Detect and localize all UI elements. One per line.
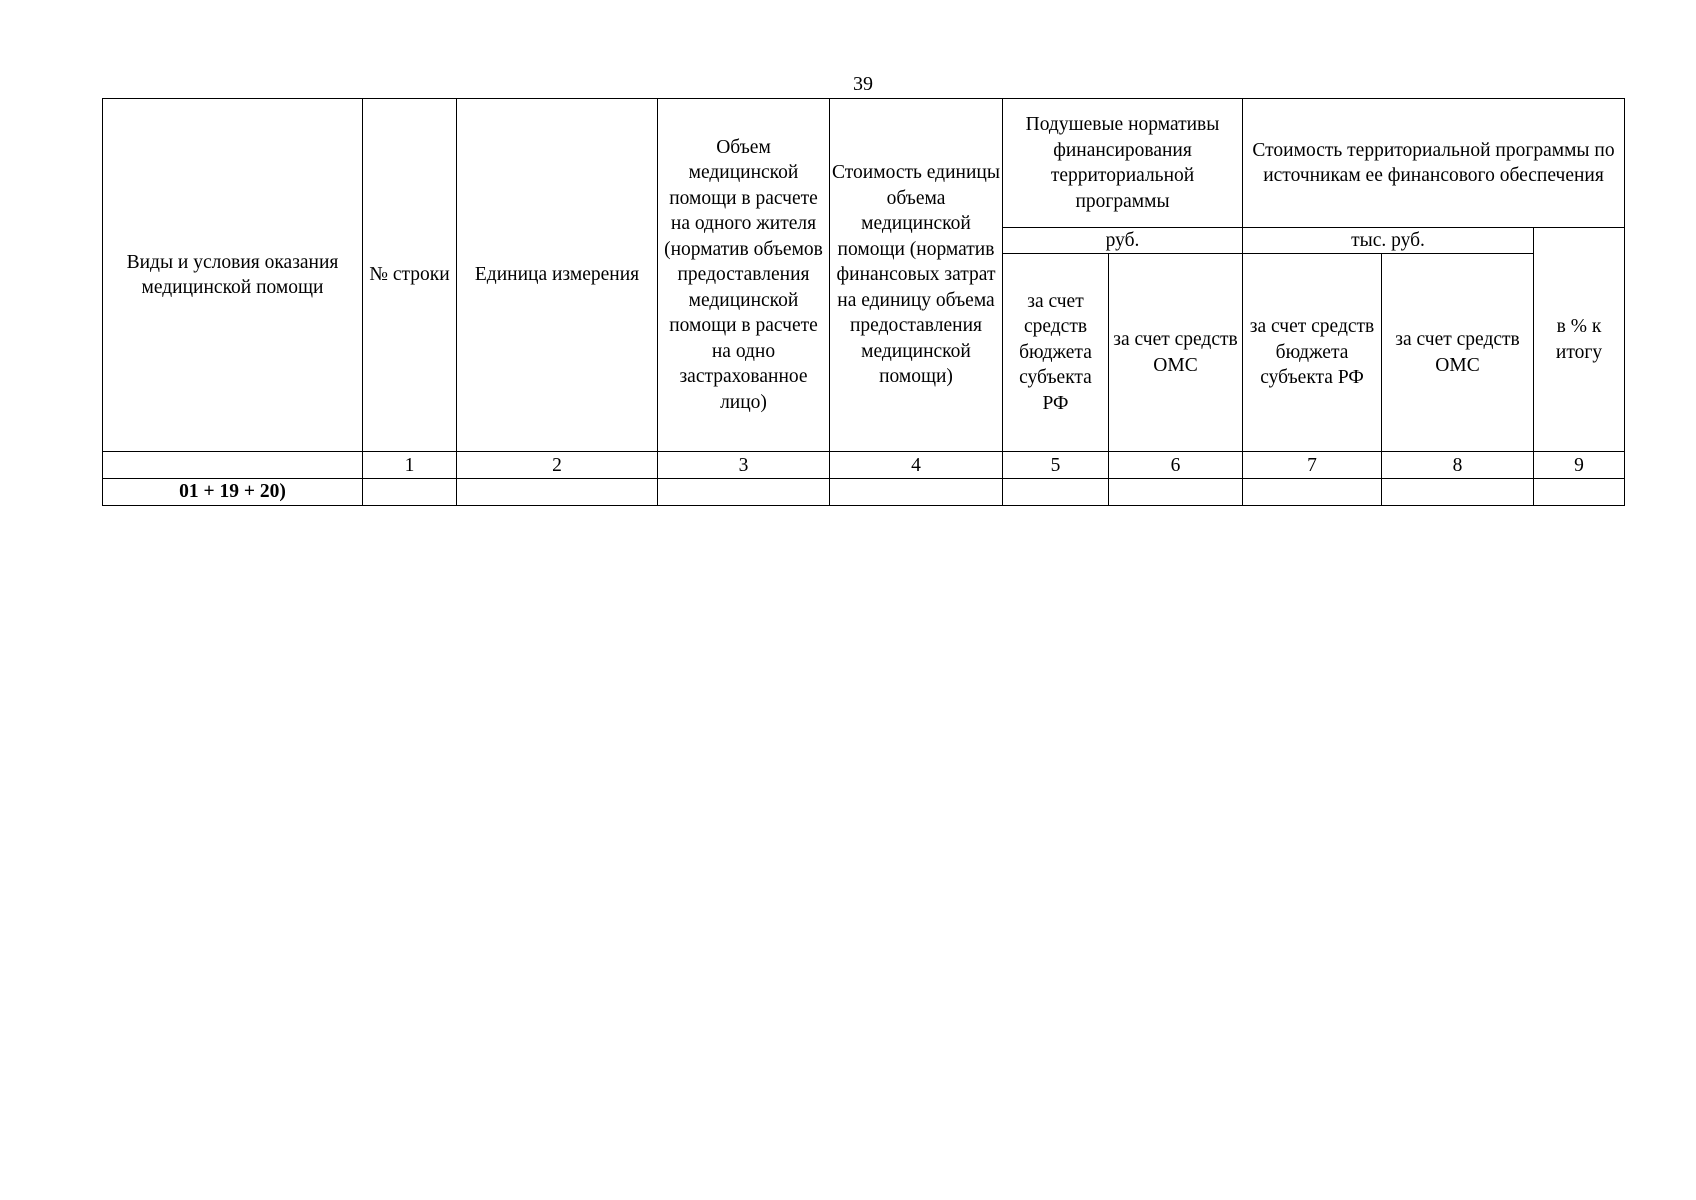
header-unit-rub: руб. bbox=[1003, 228, 1243, 254]
table-cell bbox=[363, 479, 457, 506]
header-percent-total: в % к итогу bbox=[1534, 228, 1625, 452]
header-per-capita-group: Подушевые нормативы финансирования территориальной программы bbox=[1003, 99, 1243, 228]
table-cell bbox=[1109, 479, 1243, 506]
table-cell bbox=[658, 479, 830, 506]
column-number: 7 bbox=[1243, 452, 1382, 479]
table-cell bbox=[457, 479, 658, 506]
header-budget-rf-7: за счет средств бюджета субъекта РФ bbox=[1243, 254, 1382, 452]
table-cell bbox=[1534, 479, 1625, 506]
header-types: Виды и условия оказания медицинской помощи bbox=[103, 99, 363, 452]
table-cell bbox=[1382, 479, 1534, 506]
header-oms-6: за счет средств ОМС bbox=[1109, 254, 1243, 452]
total-row-label: 01 + 19 + 20) bbox=[103, 479, 363, 506]
column-number: 6 bbox=[1109, 452, 1243, 479]
column-number: 3 bbox=[658, 452, 830, 479]
header-unit-thousand-rub: тыс. руб. bbox=[1243, 228, 1534, 254]
header-oms-8: за счет средств ОМС bbox=[1382, 254, 1534, 452]
column-number: 5 bbox=[1003, 452, 1109, 479]
column-number: 4 bbox=[830, 452, 1003, 479]
table-cell bbox=[1243, 479, 1382, 506]
column-number-row bbox=[103, 452, 1625, 479]
funding-table bbox=[102, 98, 1625, 506]
page-number: 39 bbox=[853, 73, 873, 95]
table-cell bbox=[830, 479, 1003, 506]
header-program-cost-group: Стоимость территориальной программы по источникам ее финансового обеспечения bbox=[1243, 99, 1625, 228]
total-row bbox=[103, 479, 1625, 506]
column-number: 2 bbox=[457, 452, 658, 479]
column-number: 1 bbox=[363, 452, 457, 479]
column-number bbox=[103, 452, 363, 479]
header-volume: Объем медицинской помощи в расчете на одного жителя (норматив объемов предоставления медицинской помощи в расчете на одно застрахованное лицо) bbox=[658, 99, 830, 452]
column-number: 9 bbox=[1534, 452, 1625, 479]
table-cell bbox=[1003, 479, 1109, 506]
header-unit: Единица измерения bbox=[457, 99, 658, 452]
header-budget-rf-5: за счет средств бюджета субъекта РФ bbox=[1003, 254, 1109, 452]
header-cost-unit: Стоимость единицы объема медицинской помощи (норматив финансовых затрат на единицу объема предоставления медицинской помощи) bbox=[830, 99, 1003, 452]
header-row-no: № строки bbox=[363, 99, 457, 452]
column-number: 8 bbox=[1382, 452, 1534, 479]
